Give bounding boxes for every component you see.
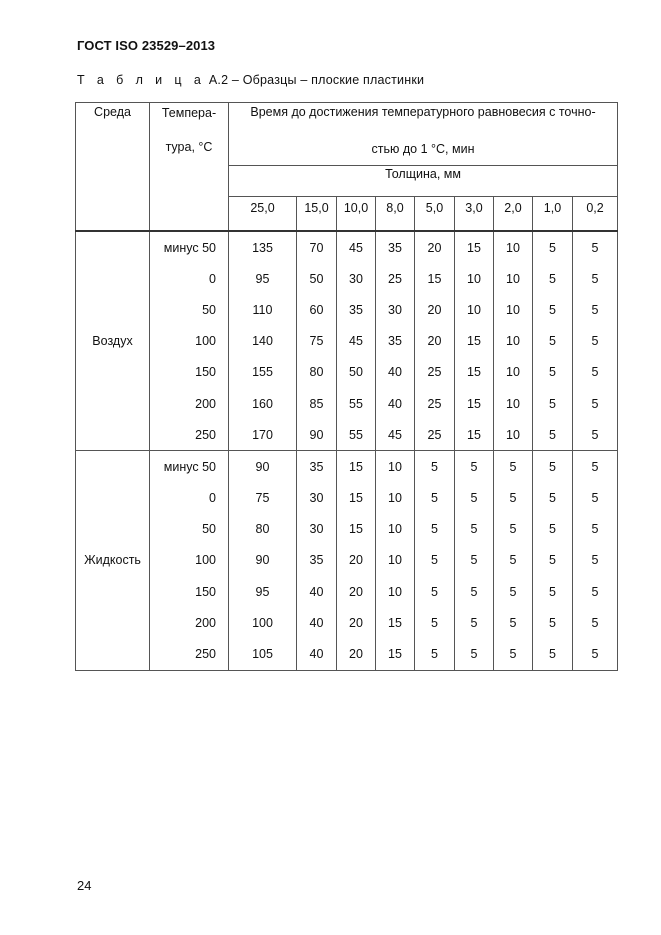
time-value-cell: 15 — [376, 638, 415, 670]
time-value-cell: 15 — [455, 357, 494, 388]
medium-cell: Воздух — [76, 231, 150, 451]
time-value-cell: 5 — [573, 419, 618, 451]
time-value-cell: 15 — [337, 451, 376, 483]
table-row — [76, 638, 618, 670]
time-value-cell: 45 — [337, 231, 376, 263]
time-value-cell: 10 — [376, 483, 415, 514]
time-value-cell: 25 — [415, 419, 455, 451]
table-row — [76, 294, 618, 325]
time-value-cell: 40 — [297, 607, 337, 638]
time-value-cell: 95 — [229, 263, 297, 294]
time-value-cell: 170 — [229, 419, 297, 451]
time-value-cell: 5 — [573, 545, 618, 576]
time-value-cell: 5 — [533, 451, 573, 483]
time-value-cell: 10 — [455, 263, 494, 294]
time-value-cell: 10 — [455, 294, 494, 325]
time-value-cell: 15 — [376, 607, 415, 638]
time-value-cell: 20 — [337, 607, 376, 638]
time-value-cell: 5 — [455, 638, 494, 670]
time-value-cell: 30 — [376, 294, 415, 325]
time-value-cell: 50 — [337, 357, 376, 388]
time-value-cell: 90 — [229, 545, 297, 576]
time-value-cell: 35 — [376, 231, 415, 263]
temperature-cell: 250 — [150, 419, 229, 451]
temperature-cell: минус 50 — [150, 451, 229, 483]
time-value-cell: 15 — [415, 263, 455, 294]
time-value-cell: 5 — [415, 514, 455, 545]
time-value-cell: 5 — [533, 576, 573, 607]
time-value-cell: 5 — [533, 514, 573, 545]
time-value-cell: 5 — [415, 607, 455, 638]
table-caption — [77, 73, 424, 87]
temperature-cell: 200 — [150, 388, 229, 419]
time-value-cell: 35 — [376, 326, 415, 357]
thickness-header-cell: 8,0 — [376, 197, 415, 232]
time-value-cell: 90 — [297, 419, 337, 451]
time-value-cell: 5 — [455, 451, 494, 483]
time-value-cell: 5 — [573, 357, 618, 388]
time-value-cell: 5 — [494, 545, 533, 576]
time-value-cell: 10 — [494, 326, 533, 357]
table-row — [76, 607, 618, 638]
table-row — [76, 483, 618, 514]
header-temperature-line1: Темпера- — [161, 106, 217, 120]
time-value-cell: 85 — [297, 388, 337, 419]
temperature-cell: 100 — [150, 326, 229, 357]
time-value-cell: 80 — [229, 514, 297, 545]
time-value-cell: 5 — [415, 451, 455, 483]
header-thickness: Толщина, мм — [229, 166, 618, 197]
time-value-cell: 5 — [533, 263, 573, 294]
time-value-cell: 70 — [297, 231, 337, 263]
equilibrium-time-table — [75, 102, 618, 671]
time-value-cell: 5 — [415, 545, 455, 576]
time-value-cell: 5 — [573, 483, 618, 514]
page-number: 24 — [77, 878, 92, 893]
header-time-line1: Время до достижения температурного равновесия с точно- — [229, 103, 618, 134]
time-value-cell: 30 — [297, 514, 337, 545]
time-value-cell: 5 — [573, 231, 618, 263]
temperature-cell: 50 — [150, 294, 229, 325]
temperature-cell: 0 — [150, 483, 229, 514]
time-value-cell: 20 — [337, 545, 376, 576]
temperature-cell: 0 — [150, 263, 229, 294]
table-row — [76, 326, 618, 357]
time-value-cell: 45 — [337, 326, 376, 357]
table-row — [76, 451, 618, 483]
time-value-cell: 60 — [297, 294, 337, 325]
table-row — [76, 576, 618, 607]
time-value-cell: 5 — [533, 388, 573, 419]
time-value-cell: 5 — [455, 514, 494, 545]
time-value-cell: 5 — [533, 357, 573, 388]
time-value-cell: 5 — [533, 483, 573, 514]
time-value-cell: 20 — [415, 231, 455, 263]
temperature-cell: 150 — [150, 357, 229, 388]
time-value-cell: 25 — [415, 388, 455, 419]
table-row — [76, 514, 618, 545]
time-value-cell: 25 — [415, 357, 455, 388]
time-value-cell: 35 — [297, 451, 337, 483]
time-value-cell: 50 — [297, 263, 337, 294]
time-value-cell: 75 — [297, 326, 337, 357]
time-value-cell: 5 — [455, 576, 494, 607]
time-value-cell: 10 — [494, 357, 533, 388]
time-value-cell: 5 — [455, 607, 494, 638]
header-temperature-spacer — [150, 166, 229, 232]
time-value-cell: 110 — [229, 294, 297, 325]
time-value-cell: 5 — [573, 607, 618, 638]
time-value-cell: 40 — [376, 388, 415, 419]
time-value-cell: 155 — [229, 357, 297, 388]
time-value-cell: 5 — [533, 419, 573, 451]
time-value-cell: 5 — [573, 263, 618, 294]
time-value-cell: 5 — [455, 545, 494, 576]
time-value-cell: 5 — [494, 638, 533, 670]
time-value-cell: 10 — [494, 294, 533, 325]
time-value-cell: 75 — [229, 483, 297, 514]
time-value-cell: 15 — [337, 514, 376, 545]
time-value-cell: 5 — [573, 638, 618, 670]
time-value-cell: 80 — [297, 357, 337, 388]
time-value-cell: 5 — [455, 483, 494, 514]
time-value-cell: 35 — [297, 545, 337, 576]
time-value-cell: 35 — [337, 294, 376, 325]
document-code-header: ГОСТ ISO 23529–2013 — [77, 38, 216, 53]
time-value-cell: 10 — [494, 263, 533, 294]
temperature-cell: минус 50 — [150, 231, 229, 263]
time-value-cell: 5 — [415, 638, 455, 670]
thickness-header-cell: 10,0 — [337, 197, 376, 232]
time-value-cell: 105 — [229, 638, 297, 670]
table-row — [76, 263, 618, 294]
table-row — [76, 388, 618, 419]
time-value-cell: 160 — [229, 388, 297, 419]
thickness-header-cell: 1,0 — [533, 197, 573, 232]
time-value-cell: 5 — [494, 576, 533, 607]
time-value-cell: 20 — [415, 326, 455, 357]
time-value-cell: 20 — [337, 638, 376, 670]
time-value-cell: 10 — [494, 388, 533, 419]
time-value-cell: 5 — [415, 483, 455, 514]
thickness-header-cell: 0,2 — [573, 197, 618, 232]
time-value-cell: 5 — [533, 638, 573, 670]
time-value-cell: 10 — [376, 545, 415, 576]
time-value-cell: 5 — [533, 294, 573, 325]
time-value-cell: 5 — [494, 483, 533, 514]
table-row — [76, 231, 618, 263]
time-value-cell: 90 — [229, 451, 297, 483]
time-value-cell: 5 — [494, 514, 533, 545]
time-value-cell: 135 — [229, 231, 297, 263]
time-value-cell: 5 — [573, 326, 618, 357]
thickness-header-cell: 15,0 — [297, 197, 337, 232]
time-value-cell: 5 — [573, 576, 618, 607]
thickness-header-cell: 25,0 — [229, 197, 297, 232]
header-temperature — [150, 103, 229, 166]
time-value-cell: 15 — [455, 388, 494, 419]
time-value-cell: 40 — [297, 638, 337, 670]
thickness-header-cell: 2,0 — [494, 197, 533, 232]
time-value-cell: 15 — [455, 231, 494, 263]
time-value-cell: 20 — [337, 576, 376, 607]
time-value-cell: 45 — [376, 419, 415, 451]
time-value-cell: 15 — [455, 419, 494, 451]
temperature-cell: 150 — [150, 576, 229, 607]
time-value-cell: 95 — [229, 576, 297, 607]
time-value-cell: 40 — [376, 357, 415, 388]
table-row — [76, 419, 618, 451]
header-temperature-line2: тура, °С — [165, 140, 213, 154]
time-value-cell: 5 — [573, 514, 618, 545]
time-value-cell: 15 — [455, 326, 494, 357]
time-value-cell: 20 — [415, 294, 455, 325]
table-row — [76, 545, 618, 576]
time-value-cell: 5 — [533, 607, 573, 638]
time-value-cell: 10 — [494, 231, 533, 263]
time-value-cell: 55 — [337, 388, 376, 419]
caption-title: – Образцы – плоские пластинки — [231, 73, 425, 87]
time-value-cell: 5 — [533, 545, 573, 576]
time-value-cell: 10 — [376, 514, 415, 545]
time-value-cell: 30 — [297, 483, 337, 514]
time-value-cell: 5 — [415, 576, 455, 607]
time-value-cell: 55 — [337, 419, 376, 451]
temperature-cell: 250 — [150, 638, 229, 670]
medium-cell: Жидкость — [76, 451, 150, 670]
temperature-cell: 50 — [150, 514, 229, 545]
table-row — [76, 357, 618, 388]
header-time-line2: стью до 1 °С, мин — [229, 133, 618, 166]
time-value-cell: 5 — [494, 451, 533, 483]
time-value-cell: 5 — [533, 231, 573, 263]
caption-label: Т а б л и ц а — [77, 73, 206, 87]
time-value-cell: 140 — [229, 326, 297, 357]
time-value-cell: 5 — [573, 451, 618, 483]
time-value-cell: 5 — [573, 294, 618, 325]
temperature-cell: 200 — [150, 607, 229, 638]
time-value-cell: 100 — [229, 607, 297, 638]
thickness-header-cell: 3,0 — [455, 197, 494, 232]
time-value-cell: 10 — [376, 576, 415, 607]
time-value-cell: 10 — [494, 419, 533, 451]
time-value-cell: 30 — [337, 263, 376, 294]
time-value-cell: 5 — [573, 388, 618, 419]
time-value-cell: 25 — [376, 263, 415, 294]
time-value-cell: 5 — [494, 607, 533, 638]
caption-number: А.2 — [208, 73, 229, 87]
time-value-cell: 10 — [376, 451, 415, 483]
time-value-cell: 15 — [337, 483, 376, 514]
thickness-header-cell: 5,0 — [415, 197, 455, 232]
time-value-cell: 40 — [297, 576, 337, 607]
time-value-cell: 5 — [533, 326, 573, 357]
header-medium: Среда — [76, 103, 150, 232]
temperature-cell: 100 — [150, 545, 229, 576]
